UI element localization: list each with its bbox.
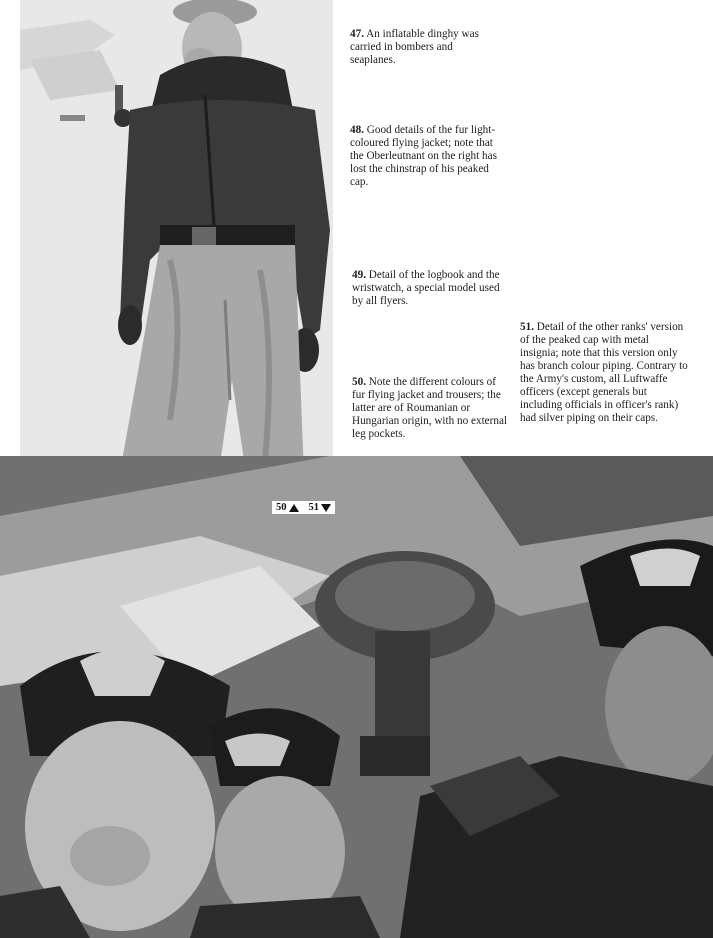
caption-number: 51. xyxy=(520,321,534,333)
caption-text: An inflatable dinghy was carried in bombers and seaplanes. xyxy=(350,28,479,66)
caption-number: 50. xyxy=(352,376,366,388)
photo-airman-fur-jacket xyxy=(20,0,333,500)
caption-number: 48. xyxy=(350,124,364,136)
photo-ref-number: 50 xyxy=(276,502,287,513)
caption-50 xyxy=(352,376,510,441)
caption-text: Detail of the logbook and the wristwatch, a special model used by all flyers. xyxy=(352,269,500,307)
photo-ref-50 xyxy=(276,502,299,513)
caption-48 xyxy=(350,124,508,189)
caption-text: Detail of the other ranks' version of the peaked cap with metal insignia; note that this version only has branch colour piping. Contrary to the Army's custom, all Luftwaffe officers (except generals but including officials in officer's rank) had silver piping on their caps. xyxy=(520,321,688,424)
caption-number: 47. xyxy=(350,28,364,40)
photo-ref-51 xyxy=(309,502,332,513)
caption-number: 49. xyxy=(352,269,366,281)
arrow-up-icon xyxy=(289,504,299,512)
caption-49 xyxy=(352,269,507,308)
caption-text: Good details of the fur light-coloured flying jacket; note that the Oberleutnant on the right has lost the chinstrap of his peaked cap. xyxy=(350,124,497,188)
photo-references xyxy=(272,501,335,514)
photo-ref-number: 51 xyxy=(308,502,319,513)
arrow-down-icon xyxy=(321,504,331,512)
caption-text: Note the different colours of fur flying jacket and trousers; the latter are of Roumanian or Hungarian origin, with no external leg pockets. xyxy=(352,376,508,440)
photo-officers-peaked-caps xyxy=(0,456,713,938)
caption-47 xyxy=(350,28,500,67)
caption-51 xyxy=(520,321,690,425)
